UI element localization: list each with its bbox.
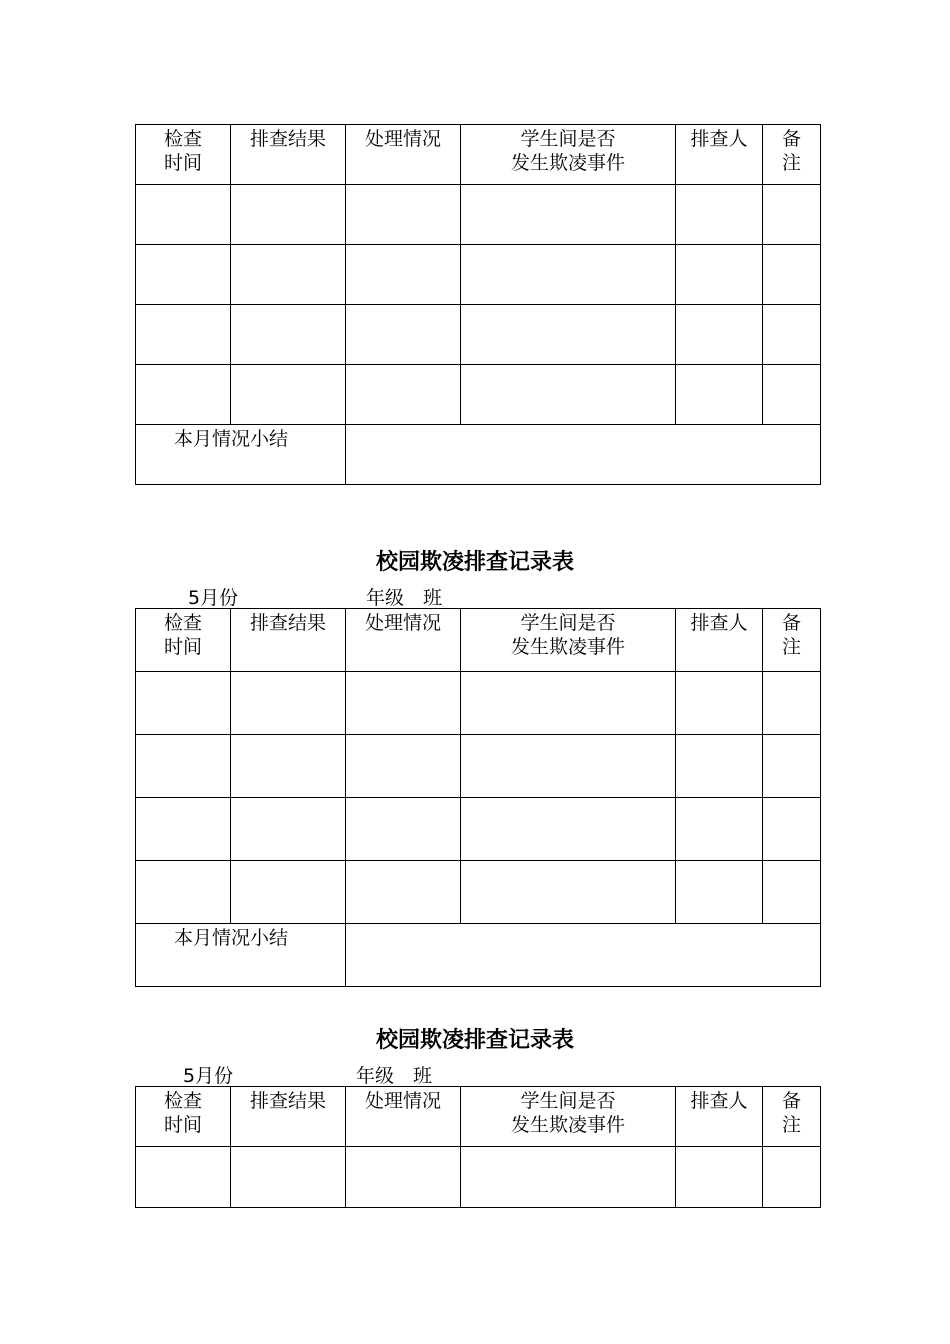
cell[interactable] xyxy=(346,672,461,735)
cell[interactable] xyxy=(136,672,231,735)
cell[interactable] xyxy=(346,861,461,924)
cell[interactable] xyxy=(461,365,676,425)
header-remarks: 备 注 xyxy=(763,125,821,185)
cell[interactable] xyxy=(676,1147,763,1208)
cell[interactable] xyxy=(346,185,461,245)
cell[interactable] xyxy=(763,185,821,245)
cell[interactable] xyxy=(763,861,821,924)
table-row xyxy=(136,305,821,365)
cell[interactable] xyxy=(136,798,231,861)
table-row xyxy=(136,365,821,425)
header-result: 排查结果 xyxy=(231,125,346,185)
header-inspector: 排查人 xyxy=(676,1087,763,1147)
summary-label: 本月情况小结 xyxy=(136,425,346,485)
cell[interactable] xyxy=(136,365,231,425)
cell[interactable] xyxy=(461,305,676,365)
cell[interactable] xyxy=(676,672,763,735)
cell[interactable] xyxy=(231,861,346,924)
cell[interactable] xyxy=(136,1147,231,1208)
table-row xyxy=(136,1147,821,1208)
table-row xyxy=(136,245,821,305)
grade-class-label: 年级 班 xyxy=(366,587,443,609)
cell[interactable] xyxy=(346,245,461,305)
cell[interactable] xyxy=(676,305,763,365)
cell[interactable] xyxy=(461,245,676,305)
cell[interactable] xyxy=(231,798,346,861)
cell[interactable] xyxy=(346,1147,461,1208)
month-label: 5月份 xyxy=(188,587,239,609)
cell[interactable] xyxy=(676,861,763,924)
cell[interactable] xyxy=(231,1147,346,1208)
header-bullying: 学生间是否 发生欺凌事件 xyxy=(461,1087,676,1147)
summary-row xyxy=(136,924,821,987)
grade-class-label: 年级 班 xyxy=(356,1065,433,1087)
table-row xyxy=(136,735,821,798)
cell[interactable] xyxy=(763,305,821,365)
form-title: 校园欺凌排查记录表 xyxy=(375,549,574,575)
header-bullying: 学生间是否 发生欺凌事件 xyxy=(461,609,676,672)
header-check-time: 检查 时间 xyxy=(136,125,231,185)
table-row xyxy=(136,798,821,861)
header-row xyxy=(136,125,821,185)
form-title: 校园欺凌排查记录表 xyxy=(375,1027,574,1053)
header-handling: 处理情况 xyxy=(346,1087,461,1147)
cell[interactable] xyxy=(676,365,763,425)
table-row xyxy=(136,185,821,245)
cell[interactable] xyxy=(346,798,461,861)
record-table-1 xyxy=(135,124,821,485)
cell[interactable] xyxy=(763,798,821,861)
cell[interactable] xyxy=(461,185,676,245)
header-check-time: 检查 时间 xyxy=(136,1087,231,1147)
header-remarks: 备 注 xyxy=(763,609,821,672)
cell[interactable] xyxy=(461,861,676,924)
header-row xyxy=(136,609,821,672)
header-check-time: 检查 时间 xyxy=(136,609,231,672)
cell[interactable] xyxy=(676,735,763,798)
header-handling: 处理情况 xyxy=(346,609,461,672)
record-form-2 xyxy=(135,608,820,987)
cell[interactable] xyxy=(461,1147,676,1208)
record-table-3 xyxy=(135,1086,821,1208)
header-result: 排查结果 xyxy=(231,1087,346,1147)
header-inspector: 排查人 xyxy=(676,609,763,672)
header-inspector: 排查人 xyxy=(676,125,763,185)
header-remarks: 备 注 xyxy=(763,1087,821,1147)
cell[interactable] xyxy=(136,245,231,305)
cell[interactable] xyxy=(676,798,763,861)
cell[interactable] xyxy=(231,365,346,425)
cell[interactable] xyxy=(136,735,231,798)
table-row xyxy=(136,861,821,924)
header-row xyxy=(136,1087,821,1147)
record-form-3 xyxy=(135,1086,820,1208)
summary-label: 本月情况小结 xyxy=(136,924,346,987)
record-form-1 xyxy=(135,124,820,485)
cell[interactable] xyxy=(763,245,821,305)
cell[interactable] xyxy=(461,672,676,735)
table-row xyxy=(136,672,821,735)
cell[interactable] xyxy=(231,735,346,798)
cell[interactable] xyxy=(231,672,346,735)
cell[interactable] xyxy=(461,735,676,798)
cell[interactable] xyxy=(136,185,231,245)
header-handling: 处理情况 xyxy=(346,125,461,185)
cell[interactable] xyxy=(346,305,461,365)
cell[interactable] xyxy=(136,861,231,924)
cell[interactable] xyxy=(231,185,346,245)
header-bullying: 学生间是否 发生欺凌事件 xyxy=(461,125,676,185)
cell[interactable] xyxy=(346,365,461,425)
record-table-2 xyxy=(135,608,821,987)
cell[interactable] xyxy=(231,245,346,305)
summary-row xyxy=(136,425,821,485)
cell[interactable] xyxy=(676,185,763,245)
cell[interactable] xyxy=(346,735,461,798)
summary-cell[interactable] xyxy=(346,924,821,987)
cell[interactable] xyxy=(136,305,231,365)
summary-cell[interactable] xyxy=(346,425,821,485)
cell[interactable] xyxy=(763,735,821,798)
cell[interactable] xyxy=(231,305,346,365)
cell[interactable] xyxy=(763,1147,821,1208)
cell[interactable] xyxy=(461,798,676,861)
cell[interactable] xyxy=(763,365,821,425)
cell[interactable] xyxy=(763,672,821,735)
month-label: 5月份 xyxy=(183,1065,234,1087)
header-result: 排查结果 xyxy=(231,609,346,672)
cell[interactable] xyxy=(676,245,763,305)
